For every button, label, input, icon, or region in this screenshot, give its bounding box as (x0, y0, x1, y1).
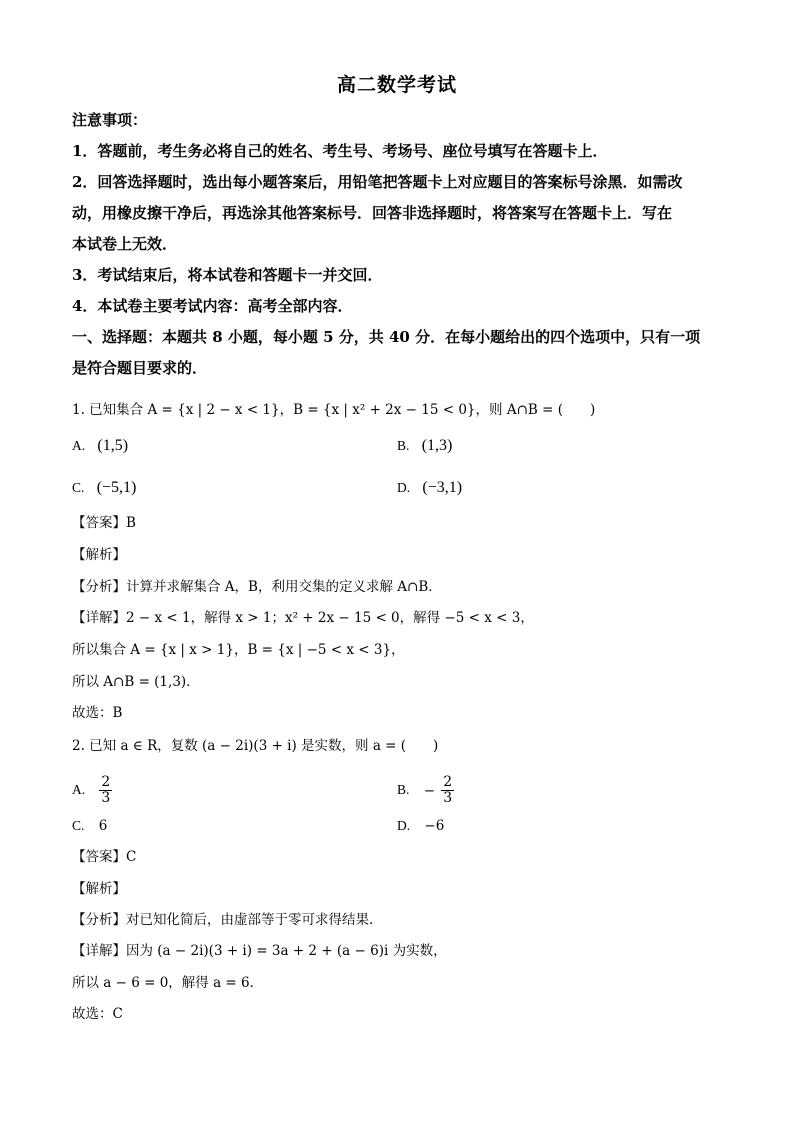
q2-option-b-sign: − (423, 782, 435, 799)
q1-result-line: 所以 A∩B = (1,3)． (72, 674, 200, 690)
q1-option-d (397, 478, 462, 498)
q2-option-c-letter: C. (72, 818, 85, 833)
notice-line-5: 3．考试结束后，将本试卷和答题卡一并交回． (72, 266, 383, 284)
q1-option-b-letter: B. (397, 438, 410, 453)
q2-answer: 【答案】C (72, 849, 137, 865)
notice-line-4: 本试卷上无效． (72, 235, 178, 253)
q2-option-d (397, 816, 444, 836)
q2-equation-line: 所以 a − 6 = 0，解得 a = 6． (72, 975, 264, 991)
q2-choice: 故选：C (72, 1006, 123, 1022)
q1-analysis-label: 【解析】 (72, 547, 126, 563)
q1-option-c-value: (−5,1) (96, 479, 137, 496)
q1-option-d-value: (−3,1) (422, 479, 463, 496)
q1-option-a-value: (1,5) (97, 437, 129, 454)
q2-xiangjie: 【详解】因为 (a − 2i)(3 + i) = 3a + 2 + (a − 6)i 为实数， (72, 943, 447, 959)
q2-option-a-denominator: 3 (101, 790, 111, 806)
q2-option-b-denominator: 3 (443, 790, 453, 806)
section-heading-line-1: 一、选择题：本题共 8 小题，每小题 5 分，共 40 分．在每小题给出的四个选项中，只有一项 (72, 328, 701, 346)
q2-option-c (72, 816, 107, 836)
question-2-stem: 2. 已知 a ∈ R，复数 (a − 2i)(3 + i) 是实数，则 a = ( ) (72, 738, 439, 754)
q2-option-a-fraction (99, 775, 112, 806)
notice-line-6: 4．本试卷主要考试内容：高考全部内容． (72, 297, 353, 315)
q1-fenxi: 【分析】计算并求解集合 A，B，利用交集的定义求解 A∩B． (72, 579, 442, 595)
q2-analysis-label: 【解析】 (72, 881, 126, 897)
notice-line-2: 2．回答选择题时，选出每小题答案后，用铅笔把答题卡上对应题目的答案标号涂黑．如需改 (72, 173, 683, 191)
q2-option-c-value: 6 (98, 818, 108, 834)
q1-xiangjie: 【详解】2 − x < 1，解得 x > 1；x² + 2x − 15 < 0，解得 −5 < x < 3， (72, 610, 534, 626)
question-1-stem: 1. 已知集合 A = {x | 2 − x < 1}，B = {x | x² + 2x − 15 < 0}，则 A∩B = ( ) (72, 402, 596, 418)
q1-option-b-value: (1,3) (421, 437, 453, 454)
notice-line-1: 1．答题前，考生务必将自己的姓名、考生号、考场号、座位号填写在答题卡上． (72, 142, 608, 160)
q2-fenxi: 【分析】对已知化简后，由虚部等于零可求得结果． (72, 912, 383, 928)
q1-option-a (72, 436, 128, 456)
notice-line-3: 动，用橡皮擦干净后，再选涂其他答案标号．回答非选择题时，将答案写在答题卡上．写在 (72, 204, 673, 222)
q1-option-b (397, 436, 452, 456)
section-heading-line-2: 是符合题目要求的． (72, 359, 208, 377)
q2-option-a-numerator: 2 (101, 774, 111, 790)
q1-option-c-letter: C. (72, 480, 85, 495)
notice-heading: 注意事项： (72, 111, 148, 129)
q2-option-a (72, 775, 112, 806)
q1-answer: 【答案】B (72, 515, 136, 531)
q1-choice: 故选：B (72, 705, 123, 721)
q1-option-a-letter: A. (72, 438, 86, 453)
q2-option-d-letter: D. (397, 818, 411, 833)
q2-option-b-fraction (441, 775, 454, 806)
q2-option-b (397, 775, 454, 806)
q2-option-b-letter: B. (397, 782, 410, 797)
q2-option-a-letter: A. (72, 782, 86, 797)
page-title: 高二数学考试 (336, 74, 457, 96)
q1-sets-line: 所以集合 A = {x | x > 1}，B = {x | −5 < x < 3}， (72, 642, 405, 658)
q1-option-d-letter: D. (397, 480, 411, 495)
q2-option-b-numerator: 2 (443, 774, 453, 790)
q1-option-c (72, 478, 136, 498)
q2-option-d-value: −6 (424, 818, 445, 834)
